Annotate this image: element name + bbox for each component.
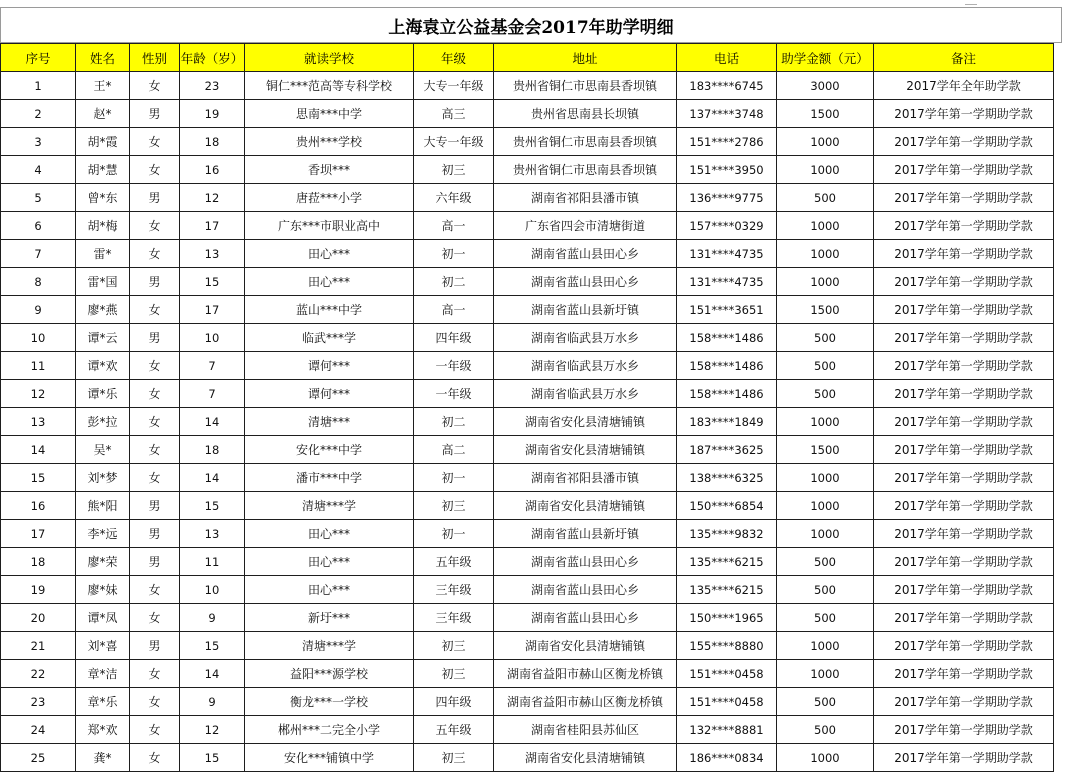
cell-school[interactable]: 潘市***中学	[245, 464, 414, 492]
table-row	[1, 548, 1054, 576]
cell-address[interactable]: 贵州省思南县长坝镇	[494, 100, 677, 128]
cell-address[interactable]: 湖南省祁阳县潘市镇	[494, 184, 677, 212]
cell-name[interactable]: 王*	[76, 72, 130, 100]
cell-age[interactable]: 9	[180, 688, 245, 716]
cell-remark[interactable]: 2017学年第一学期助学款	[874, 408, 1054, 436]
cell-grade[interactable]: 三年级	[414, 604, 494, 632]
cell-address[interactable]: 湖南省临武县万水乡	[494, 380, 677, 408]
cell-amount[interactable]: 1500	[777, 436, 874, 464]
cell-phone[interactable]: 151****3651	[677, 296, 777, 324]
table-row	[1, 716, 1054, 744]
cell-remark[interactable]: 2017学年第一学期助学款	[874, 184, 1054, 212]
cell-address[interactable]: 贵州省铜仁市思南县香坝镇	[494, 128, 677, 156]
table-row	[1, 128, 1054, 156]
cell-address[interactable]: 湖南省祁阳县潘市镇	[494, 464, 677, 492]
cell-grade[interactable]: 初一	[414, 520, 494, 548]
cell-remark[interactable]: 2017学年第一学期助学款	[874, 380, 1054, 408]
data-table	[0, 43, 1054, 772]
cell-amount[interactable]: 500	[777, 324, 874, 352]
header-cell-grade[interactable]: 年级	[414, 44, 494, 72]
cell-gender[interactable]: 女	[130, 352, 180, 380]
header-cell-phone[interactable]: 电话	[677, 44, 777, 72]
cell-amount[interactable]: 1500	[777, 100, 874, 128]
cell-address[interactable]: 湖南省安化县清塘铺镇	[494, 492, 677, 520]
cell-age[interactable]: 17	[180, 296, 245, 324]
cell-grade[interactable]: 一年级	[414, 380, 494, 408]
table-row	[1, 380, 1054, 408]
cell-gender[interactable]: 女	[130, 72, 180, 100]
cell-name[interactable]: 谭*乐	[76, 380, 130, 408]
cell-address[interactable]: 湖南省益阳市赫山区衡龙桥镇	[494, 688, 677, 716]
cell-gender[interactable]: 男	[130, 268, 180, 296]
sheet-title[interactable]: 上海袁立公益基金会2017年助学明细	[0, 7, 1062, 43]
cell-age[interactable]: 11	[180, 548, 245, 576]
cell-grade[interactable]: 初三	[414, 492, 494, 520]
cell-age[interactable]: 13	[180, 520, 245, 548]
table-row	[1, 688, 1054, 716]
cell-amount[interactable]: 3000	[777, 72, 874, 100]
cell-phone[interactable]: 183****1849	[677, 408, 777, 436]
cell-address[interactable]: 湖南省临武县万水乡	[494, 324, 677, 352]
cell-gender[interactable]: 女	[130, 408, 180, 436]
cell-grade[interactable]: 高二	[414, 436, 494, 464]
cell-phone[interactable]: 136****9775	[677, 184, 777, 212]
cell-address[interactable]: 湖南省益阳市赫山区衡龙桥镇	[494, 660, 677, 688]
cell-amount[interactable]: 1000	[777, 632, 874, 660]
table-body	[1, 72, 1054, 772]
table-row	[1, 324, 1054, 352]
table-row	[1, 408, 1054, 436]
cell-school[interactable]: 田心***	[245, 240, 414, 268]
cell-grade[interactable]: 大专一年级	[414, 72, 494, 100]
cell-index[interactable]: 23	[1, 688, 76, 716]
cell-remark[interactable]: 2017学年第一学期助学款	[874, 352, 1054, 380]
cell-gender[interactable]: 女	[130, 576, 180, 604]
cell-grade[interactable]: 高一	[414, 296, 494, 324]
cell-index[interactable]: 4	[1, 156, 76, 184]
cell-address[interactable]: 湖南省蓝山县田心乡	[494, 604, 677, 632]
header-cell-amount[interactable]: 助学金额（元）	[777, 44, 874, 72]
cell-address[interactable]: 湖南省蓝山县田心乡	[494, 548, 677, 576]
cell-amount[interactable]: 500	[777, 548, 874, 576]
cell-name[interactable]: 刘*梦	[76, 464, 130, 492]
cell-index[interactable]: 20	[1, 604, 76, 632]
cell-school[interactable]: 谭何***	[245, 352, 414, 380]
cell-grade[interactable]: 初二	[414, 268, 494, 296]
cell-phone[interactable]: 151****2786	[677, 128, 777, 156]
cell-amount[interactable]: 1000	[777, 268, 874, 296]
cell-school[interactable]: 临武***学	[245, 324, 414, 352]
cell-grade[interactable]: 五年级	[414, 548, 494, 576]
table-row	[1, 296, 1054, 324]
cell-grade[interactable]: 初二	[414, 408, 494, 436]
table-row	[1, 492, 1054, 520]
cell-amount[interactable]: 1000	[777, 464, 874, 492]
cell-name[interactable]: 胡*慧	[76, 156, 130, 184]
cell-age[interactable]: 13	[180, 240, 245, 268]
table-row	[1, 268, 1054, 296]
cell-grade[interactable]: 三年级	[414, 576, 494, 604]
cell-index[interactable]: 6	[1, 212, 76, 240]
cell-amount[interactable]: 1000	[777, 212, 874, 240]
cell-amount[interactable]: 1000	[777, 408, 874, 436]
cell-age[interactable]: 14	[180, 408, 245, 436]
cell-amount[interactable]: 500	[777, 604, 874, 632]
cell-remark[interactable]: 2017学年第一学期助学款	[874, 296, 1054, 324]
cell-grade[interactable]: 一年级	[414, 352, 494, 380]
cell-index[interactable]: 9	[1, 296, 76, 324]
cell-grade[interactable]: 六年级	[414, 184, 494, 212]
cell-phone[interactable]: 186****0834	[677, 744, 777, 772]
cell-remark[interactable]: 2017学年第一学期助学款	[874, 688, 1054, 716]
cell-remark[interactable]: 2017学年第一学期助学款	[874, 436, 1054, 464]
cell-school[interactable]: 益阳***源学校	[245, 660, 414, 688]
cell-grade[interactable]: 初三	[414, 660, 494, 688]
cell-name[interactable]: 郑*欢	[76, 716, 130, 744]
cell-phone[interactable]: 157****0329	[677, 212, 777, 240]
cell-phone[interactable]: 131****4735	[677, 268, 777, 296]
cell-remark[interactable]: 2017学年第一学期助学款	[874, 128, 1054, 156]
cell-amount[interactable]: 500	[777, 688, 874, 716]
cell-gender[interactable]: 女	[130, 464, 180, 492]
cell-index[interactable]: 16	[1, 492, 76, 520]
header-cell-school[interactable]: 就读学校	[245, 44, 414, 72]
cell-school[interactable]: 蓝山***中学	[245, 296, 414, 324]
cell-name[interactable]: 胡*梅	[76, 212, 130, 240]
cell-phone[interactable]: 132****8881	[677, 716, 777, 744]
cell-age[interactable]: 7	[180, 352, 245, 380]
cell-address[interactable]: 贵州省铜仁市思南县香坝镇	[494, 72, 677, 100]
cell-address[interactable]: 湖南省蓝山县田心乡	[494, 268, 677, 296]
table-row	[1, 632, 1054, 660]
cell-address[interactable]: 湖南省临武县万水乡	[494, 352, 677, 380]
cell-amount[interactable]: 1000	[777, 156, 874, 184]
header-cell-gender[interactable]: 性别	[130, 44, 180, 72]
cell-amount[interactable]: 500	[777, 576, 874, 604]
cell-amount[interactable]: 1000	[777, 492, 874, 520]
cell-phone[interactable]: 135****6215	[677, 548, 777, 576]
cell-school[interactable]: 清塘***学	[245, 632, 414, 660]
cell-amount[interactable]: 1500	[777, 296, 874, 324]
cell-remark[interactable]: 2017学年第一学期助学款	[874, 240, 1054, 268]
cell-remark[interactable]: 2017学年第一学期助学款	[874, 156, 1054, 184]
cell-address[interactable]: 湖南省安化县清塘铺镇	[494, 436, 677, 464]
cell-school[interactable]: 田心***	[245, 520, 414, 548]
table-row	[1, 240, 1054, 268]
cell-age[interactable]: 15	[180, 632, 245, 660]
cell-name[interactable]: 龚*	[76, 744, 130, 772]
corner-mark	[965, 0, 977, 5]
cell-phone[interactable]: 151****3950	[677, 156, 777, 184]
cell-remark[interactable]: 2017学年第一学期助学款	[874, 744, 1054, 772]
cell-remark[interactable]: 2017学年第一学期助学款	[874, 100, 1054, 128]
cell-grade[interactable]: 五年级	[414, 716, 494, 744]
table-row	[1, 520, 1054, 548]
cell-phone[interactable]: 158****1486	[677, 324, 777, 352]
cell-school[interactable]: 衡龙***一学校	[245, 688, 414, 716]
cell-name[interactable]: 雷*国	[76, 268, 130, 296]
cell-school[interactable]: 郴州***二完全小学	[245, 716, 414, 744]
cell-school[interactable]: 唐菈***小学	[245, 184, 414, 212]
table-row	[1, 744, 1054, 772]
cell-grade[interactable]: 初一	[414, 240, 494, 268]
header-cell-address[interactable]: 地址	[494, 44, 677, 72]
cell-index[interactable]: 12	[1, 380, 76, 408]
cell-age[interactable]: 10	[180, 576, 245, 604]
cell-age[interactable]: 7	[180, 380, 245, 408]
cell-phone[interactable]: 158****1486	[677, 352, 777, 380]
cell-school[interactable]: 田心***	[245, 548, 414, 576]
cell-phone[interactable]: 151****0458	[677, 688, 777, 716]
cell-gender[interactable]: 女	[130, 660, 180, 688]
cell-amount[interactable]: 500	[777, 380, 874, 408]
cell-index[interactable]: 17	[1, 520, 76, 548]
cell-age[interactable]: 18	[180, 128, 245, 156]
cell-grade[interactable]: 四年级	[414, 324, 494, 352]
cell-phone[interactable]: 137****3748	[677, 100, 777, 128]
cell-phone[interactable]: 150****1965	[677, 604, 777, 632]
cell-index[interactable]: 1	[1, 72, 76, 100]
cell-grade[interactable]: 高三	[414, 100, 494, 128]
cell-index[interactable]: 2	[1, 100, 76, 128]
cell-address[interactable]: 湖南省安化县清塘铺镇	[494, 744, 677, 772]
cell-name[interactable]: 胡*霞	[76, 128, 130, 156]
cell-name[interactable]: 廖*荣	[76, 548, 130, 576]
cell-phone[interactable]: 150****6854	[677, 492, 777, 520]
cell-index[interactable]: 3	[1, 128, 76, 156]
cell-address[interactable]: 湖南省桂阳县苏仙区	[494, 716, 677, 744]
cell-remark[interactable]: 2017学年第一学期助学款	[874, 632, 1054, 660]
cell-index[interactable]: 10	[1, 324, 76, 352]
cell-phone[interactable]: 187****3625	[677, 436, 777, 464]
cell-gender[interactable]: 女	[130, 436, 180, 464]
cell-age[interactable]: 23	[180, 72, 245, 100]
header-cell-remark[interactable]: 备注	[874, 44, 1054, 72]
cell-address[interactable]: 广东省四会市清塘街道	[494, 212, 677, 240]
table-row	[1, 212, 1054, 240]
cell-index[interactable]: 13	[1, 408, 76, 436]
cell-name[interactable]: 章*洁	[76, 660, 130, 688]
cell-gender[interactable]: 女	[130, 212, 180, 240]
cell-gender[interactable]: 女	[130, 688, 180, 716]
cell-school[interactable]: 广东***市职业高中	[245, 212, 414, 240]
cell-name[interactable]: 熊*阳	[76, 492, 130, 520]
header-cell-name[interactable]: 姓名	[76, 44, 130, 72]
cell-grade[interactable]: 四年级	[414, 688, 494, 716]
cell-amount[interactable]: 500	[777, 716, 874, 744]
cell-school[interactable]: 清塘***	[245, 408, 414, 436]
cell-grade[interactable]: 大专一年级	[414, 128, 494, 156]
cell-gender[interactable]: 男	[130, 100, 180, 128]
cell-address[interactable]: 湖南省蓝山县田心乡	[494, 240, 677, 268]
cell-age[interactable]: 9	[180, 604, 245, 632]
cell-phone[interactable]: 135****6215	[677, 576, 777, 604]
cell-remark[interactable]: 2017学年第一学期助学款	[874, 520, 1054, 548]
cell-address[interactable]: 贵州省铜仁市思南县香坝镇	[494, 156, 677, 184]
cell-gender[interactable]: 男	[130, 548, 180, 576]
cell-gender[interactable]: 女	[130, 240, 180, 268]
table-row	[1, 184, 1054, 212]
cell-address[interactable]: 湖南省安化县清塘铺镇	[494, 408, 677, 436]
cell-index[interactable]: 7	[1, 240, 76, 268]
cell-name[interactable]: 彭*拉	[76, 408, 130, 436]
cell-name[interactable]: 谭*欢	[76, 352, 130, 380]
cell-phone[interactable]: 131****4735	[677, 240, 777, 268]
cell-name[interactable]: 谭*凤	[76, 604, 130, 632]
cell-phone[interactable]: 138****6325	[677, 464, 777, 492]
cell-phone[interactable]: 183****6745	[677, 72, 777, 100]
cell-gender[interactable]: 男	[130, 520, 180, 548]
cell-index[interactable]: 18	[1, 548, 76, 576]
cell-school[interactable]: 安化***铺镇中学	[245, 744, 414, 772]
cell-age[interactable]: 10	[180, 324, 245, 352]
cell-gender[interactable]: 女	[130, 716, 180, 744]
cell-school[interactable]: 田心***	[245, 576, 414, 604]
cell-age[interactable]: 15	[180, 492, 245, 520]
cell-remark[interactable]: 2017学年第一学期助学款	[874, 604, 1054, 632]
cell-amount[interactable]: 1000	[777, 128, 874, 156]
cell-address[interactable]: 湖南省蓝山县新圩镇	[494, 296, 677, 324]
cell-index[interactable]: 15	[1, 464, 76, 492]
cell-school[interactable]: 田心***	[245, 268, 414, 296]
cell-amount[interactable]: 1000	[777, 520, 874, 548]
cell-gender[interactable]: 男	[130, 632, 180, 660]
cell-index[interactable]: 8	[1, 268, 76, 296]
table-row	[1, 100, 1054, 128]
cell-phone[interactable]: 155****8880	[677, 632, 777, 660]
cell-remark[interactable]: 2017学年第一学期助学款	[874, 716, 1054, 744]
table-row	[1, 72, 1054, 100]
cell-remark[interactable]: 2017学年第一学期助学款	[874, 464, 1054, 492]
cell-gender[interactable]: 男	[130, 324, 180, 352]
cell-age[interactable]: 12	[180, 716, 245, 744]
cell-age[interactable]: 14	[180, 464, 245, 492]
cell-age[interactable]: 14	[180, 660, 245, 688]
cell-school[interactable]: 香坝***	[245, 156, 414, 184]
header-cell-index[interactable]: 序号	[1, 44, 76, 72]
cell-remark[interactable]: 2017学年第一学期助学款	[874, 324, 1054, 352]
cell-address[interactable]: 湖南省安化县清塘铺镇	[494, 632, 677, 660]
cell-remark[interactable]: 2017学年第一学期助学款	[874, 268, 1054, 296]
cell-name[interactable]: 谭*云	[76, 324, 130, 352]
cell-amount[interactable]: 1000	[777, 660, 874, 688]
cell-school[interactable]: 安化***中学	[245, 436, 414, 464]
cell-age[interactable]: 17	[180, 212, 245, 240]
cell-school[interactable]: 清塘***学	[245, 492, 414, 520]
cell-name[interactable]: 雷*	[76, 240, 130, 268]
cell-school[interactable]: 铜仁***范高等专科学校	[245, 72, 414, 100]
cell-school[interactable]: 谭何***	[245, 380, 414, 408]
cell-age[interactable]: 15	[180, 744, 245, 772]
cell-amount[interactable]: 1000	[777, 240, 874, 268]
header-row	[1, 44, 1054, 72]
table-row	[1, 576, 1054, 604]
cell-remark[interactable]: 2017学年第一学期助学款	[874, 212, 1054, 240]
cell-age[interactable]: 16	[180, 156, 245, 184]
cell-name[interactable]: 廖*妹	[76, 576, 130, 604]
cell-name[interactable]: 章*乐	[76, 688, 130, 716]
cell-gender[interactable]: 女	[130, 604, 180, 632]
table-row	[1, 660, 1054, 688]
cell-remark[interactable]: 2017学年第一学期助学款	[874, 660, 1054, 688]
cell-remark[interactable]: 2017学年全年助学款	[874, 72, 1054, 100]
cell-gender[interactable]: 女	[130, 156, 180, 184]
cell-gender[interactable]: 男	[130, 184, 180, 212]
header-cell-age[interactable]: 年龄（岁）	[180, 44, 245, 72]
table-row	[1, 604, 1054, 632]
cell-name[interactable]: 赵*	[76, 100, 130, 128]
cell-name[interactable]: 廖*燕	[76, 296, 130, 324]
table-row	[1, 352, 1054, 380]
table-row	[1, 464, 1054, 492]
cell-index[interactable]: 5	[1, 184, 76, 212]
cell-school[interactable]: 贵州***学校	[245, 128, 414, 156]
cell-name[interactable]: 李*远	[76, 520, 130, 548]
cell-gender[interactable]: 男	[130, 492, 180, 520]
cell-age[interactable]: 19	[180, 100, 245, 128]
cell-remark[interactable]: 2017学年第一学期助学款	[874, 492, 1054, 520]
cell-age[interactable]: 18	[180, 436, 245, 464]
cell-gender[interactable]: 女	[130, 296, 180, 324]
cell-index[interactable]: 11	[1, 352, 76, 380]
cell-name[interactable]: 吴*	[76, 436, 130, 464]
cell-index[interactable]: 21	[1, 632, 76, 660]
cell-grade[interactable]: 初三	[414, 156, 494, 184]
cell-index[interactable]: 25	[1, 744, 76, 772]
cell-name[interactable]: 刘*喜	[76, 632, 130, 660]
table-row	[1, 156, 1054, 184]
cell-grade[interactable]: 初一	[414, 464, 494, 492]
cell-amount[interactable]: 500	[777, 184, 874, 212]
cell-gender[interactable]: 女	[130, 380, 180, 408]
cell-grade[interactable]: 高一	[414, 212, 494, 240]
cell-school[interactable]: 新圩***	[245, 604, 414, 632]
cell-name[interactable]: 曾*东	[76, 184, 130, 212]
cell-grade[interactable]: 初三	[414, 632, 494, 660]
cell-age[interactable]: 12	[180, 184, 245, 212]
cell-school[interactable]: 思南***中学	[245, 100, 414, 128]
cell-gender[interactable]: 女	[130, 744, 180, 772]
cell-address[interactable]: 湖南省蓝山县新圩镇	[494, 520, 677, 548]
cell-phone[interactable]: 151****0458	[677, 660, 777, 688]
cell-index[interactable]: 22	[1, 660, 76, 688]
cell-remark[interactable]: 2017学年第一学期助学款	[874, 576, 1054, 604]
cell-remark[interactable]: 2017学年第一学期助学款	[874, 548, 1054, 576]
cell-gender[interactable]: 女	[130, 128, 180, 156]
cell-amount[interactable]: 1000	[777, 744, 874, 772]
cell-address[interactable]: 湖南省蓝山县田心乡	[494, 576, 677, 604]
cell-age[interactable]: 15	[180, 268, 245, 296]
cell-index[interactable]: 24	[1, 716, 76, 744]
cell-phone[interactable]: 158****1486	[677, 380, 777, 408]
cell-amount[interactable]: 500	[777, 352, 874, 380]
cell-index[interactable]: 19	[1, 576, 76, 604]
table-row	[1, 436, 1054, 464]
cell-grade[interactable]: 初三	[414, 744, 494, 772]
cell-index[interactable]: 14	[1, 436, 76, 464]
cell-phone[interactable]: 135****9832	[677, 520, 777, 548]
